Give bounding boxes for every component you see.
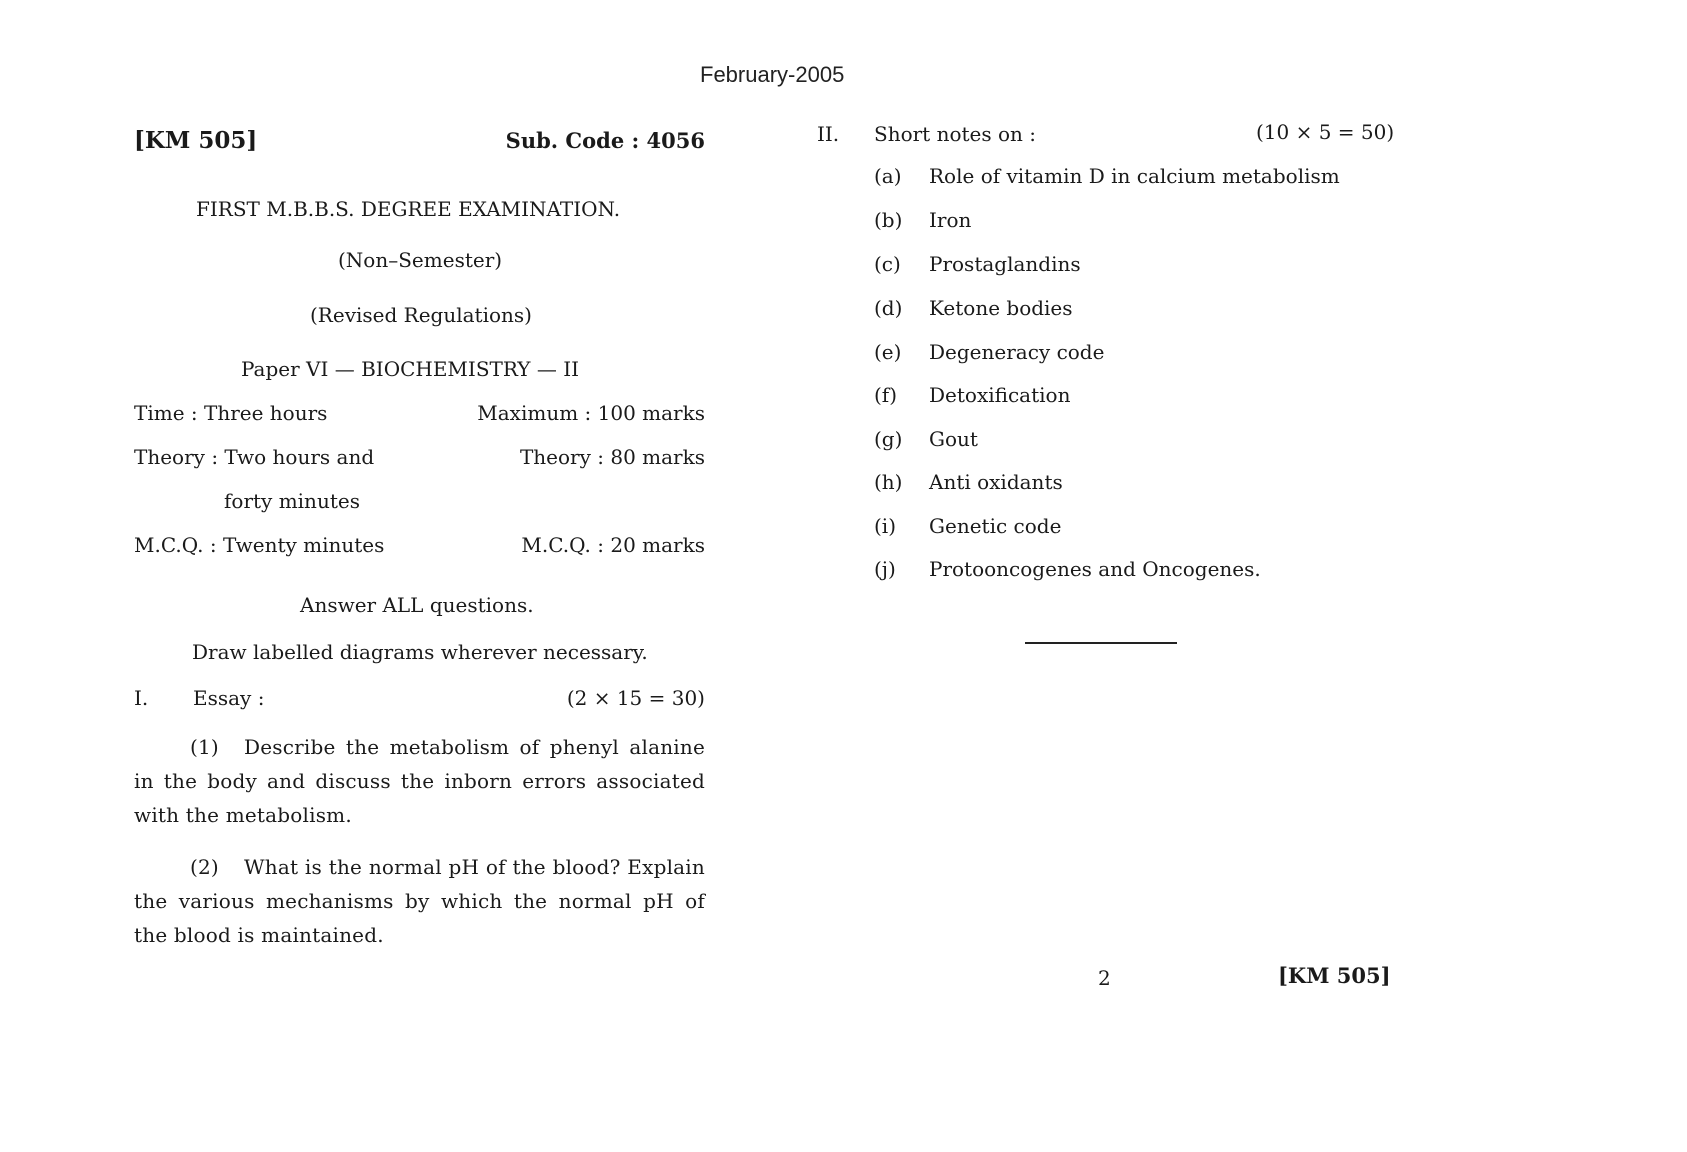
- time-label: Time : Three hours: [134, 401, 328, 425]
- footer-paper-code: [KM 505]: [1278, 963, 1391, 988]
- max-marks-label: Maximum : 100 marks: [477, 401, 705, 425]
- list-item: Protooncogenes and Oncogenes.: [929, 557, 1261, 581]
- section-one-title: Essay :: [193, 686, 265, 710]
- section-one-number: I.: [134, 686, 149, 710]
- list-item-label: (j): [874, 557, 896, 581]
- end-divider: [1025, 642, 1177, 644]
- mcq-marks-label: M.C.Q. : 20 marks: [521, 533, 705, 557]
- semester-note: (Non–Semester): [338, 248, 503, 272]
- list-item-label: (b): [874, 208, 903, 232]
- list-item-label: (d): [874, 296, 903, 320]
- instruction-answer-all: Answer ALL questions.: [300, 593, 534, 617]
- theory-time-label: Theory : Two hours and: [134, 445, 375, 469]
- list-item-label: (i): [874, 514, 897, 538]
- list-item: Prostaglandins: [929, 252, 1081, 276]
- essay-question-1: [134, 730, 705, 832]
- list-item: Ketone bodies: [929, 296, 1073, 320]
- instruction-diagrams: Draw labelled diagrams wherever necessary.: [192, 640, 648, 664]
- question-text: Describe the metabolism of phenyl alanine in the body and discuss the inborn errors associated with the metabolism.: [134, 735, 705, 827]
- question-number: (1): [190, 735, 219, 759]
- essay-question-2: [134, 850, 705, 952]
- section-two-title: Short notes on :: [874, 122, 1037, 146]
- exam-date: February-2005: [700, 62, 845, 87]
- section-two-number: II.: [817, 122, 840, 146]
- list-item-label: (h): [874, 470, 903, 494]
- list-item-label: (g): [874, 427, 903, 451]
- subject-code: Sub. Code : 4056: [505, 128, 705, 153]
- theory-time-continued: forty minutes: [224, 489, 360, 513]
- regulations-note: (Revised Regulations): [310, 303, 532, 327]
- section-one-marks: (2 × 15 = 30): [566, 686, 705, 710]
- list-item: Anti oxidants: [929, 470, 1063, 494]
- list-item: Iron: [929, 208, 972, 232]
- mcq-time-label: M.C.Q. : Twenty minutes: [134, 533, 385, 557]
- exam-title: FIRST M.B.B.S. DEGREE EXAMINATION.: [196, 197, 621, 221]
- page-number: 2: [1098, 966, 1111, 990]
- list-item: Detoxification: [929, 383, 1071, 407]
- list-item: Genetic code: [929, 514, 1062, 538]
- list-item-label: (c): [874, 252, 901, 276]
- list-item-label: (e): [874, 340, 902, 364]
- question-number: (2): [190, 855, 219, 879]
- theory-marks-label: Theory : 80 marks: [519, 445, 705, 469]
- list-item: Role of vitamin D in calcium metabolism: [929, 164, 1340, 188]
- question-text: What is the normal pH of the blood? Explain the various mechanisms by which the normal pH of the blood is maintained.: [134, 855, 705, 947]
- list-item: Degeneracy code: [929, 340, 1105, 364]
- list-item-label: (f): [874, 383, 898, 407]
- list-item: Gout: [929, 427, 978, 451]
- paper-code: [KM 505]: [134, 127, 258, 154]
- paper-title: Paper VI — BIOCHEMISTRY — II: [241, 357, 580, 381]
- list-item-label: (a): [874, 164, 902, 188]
- section-two-marks: (10 × 5 = 50): [1256, 120, 1395, 144]
